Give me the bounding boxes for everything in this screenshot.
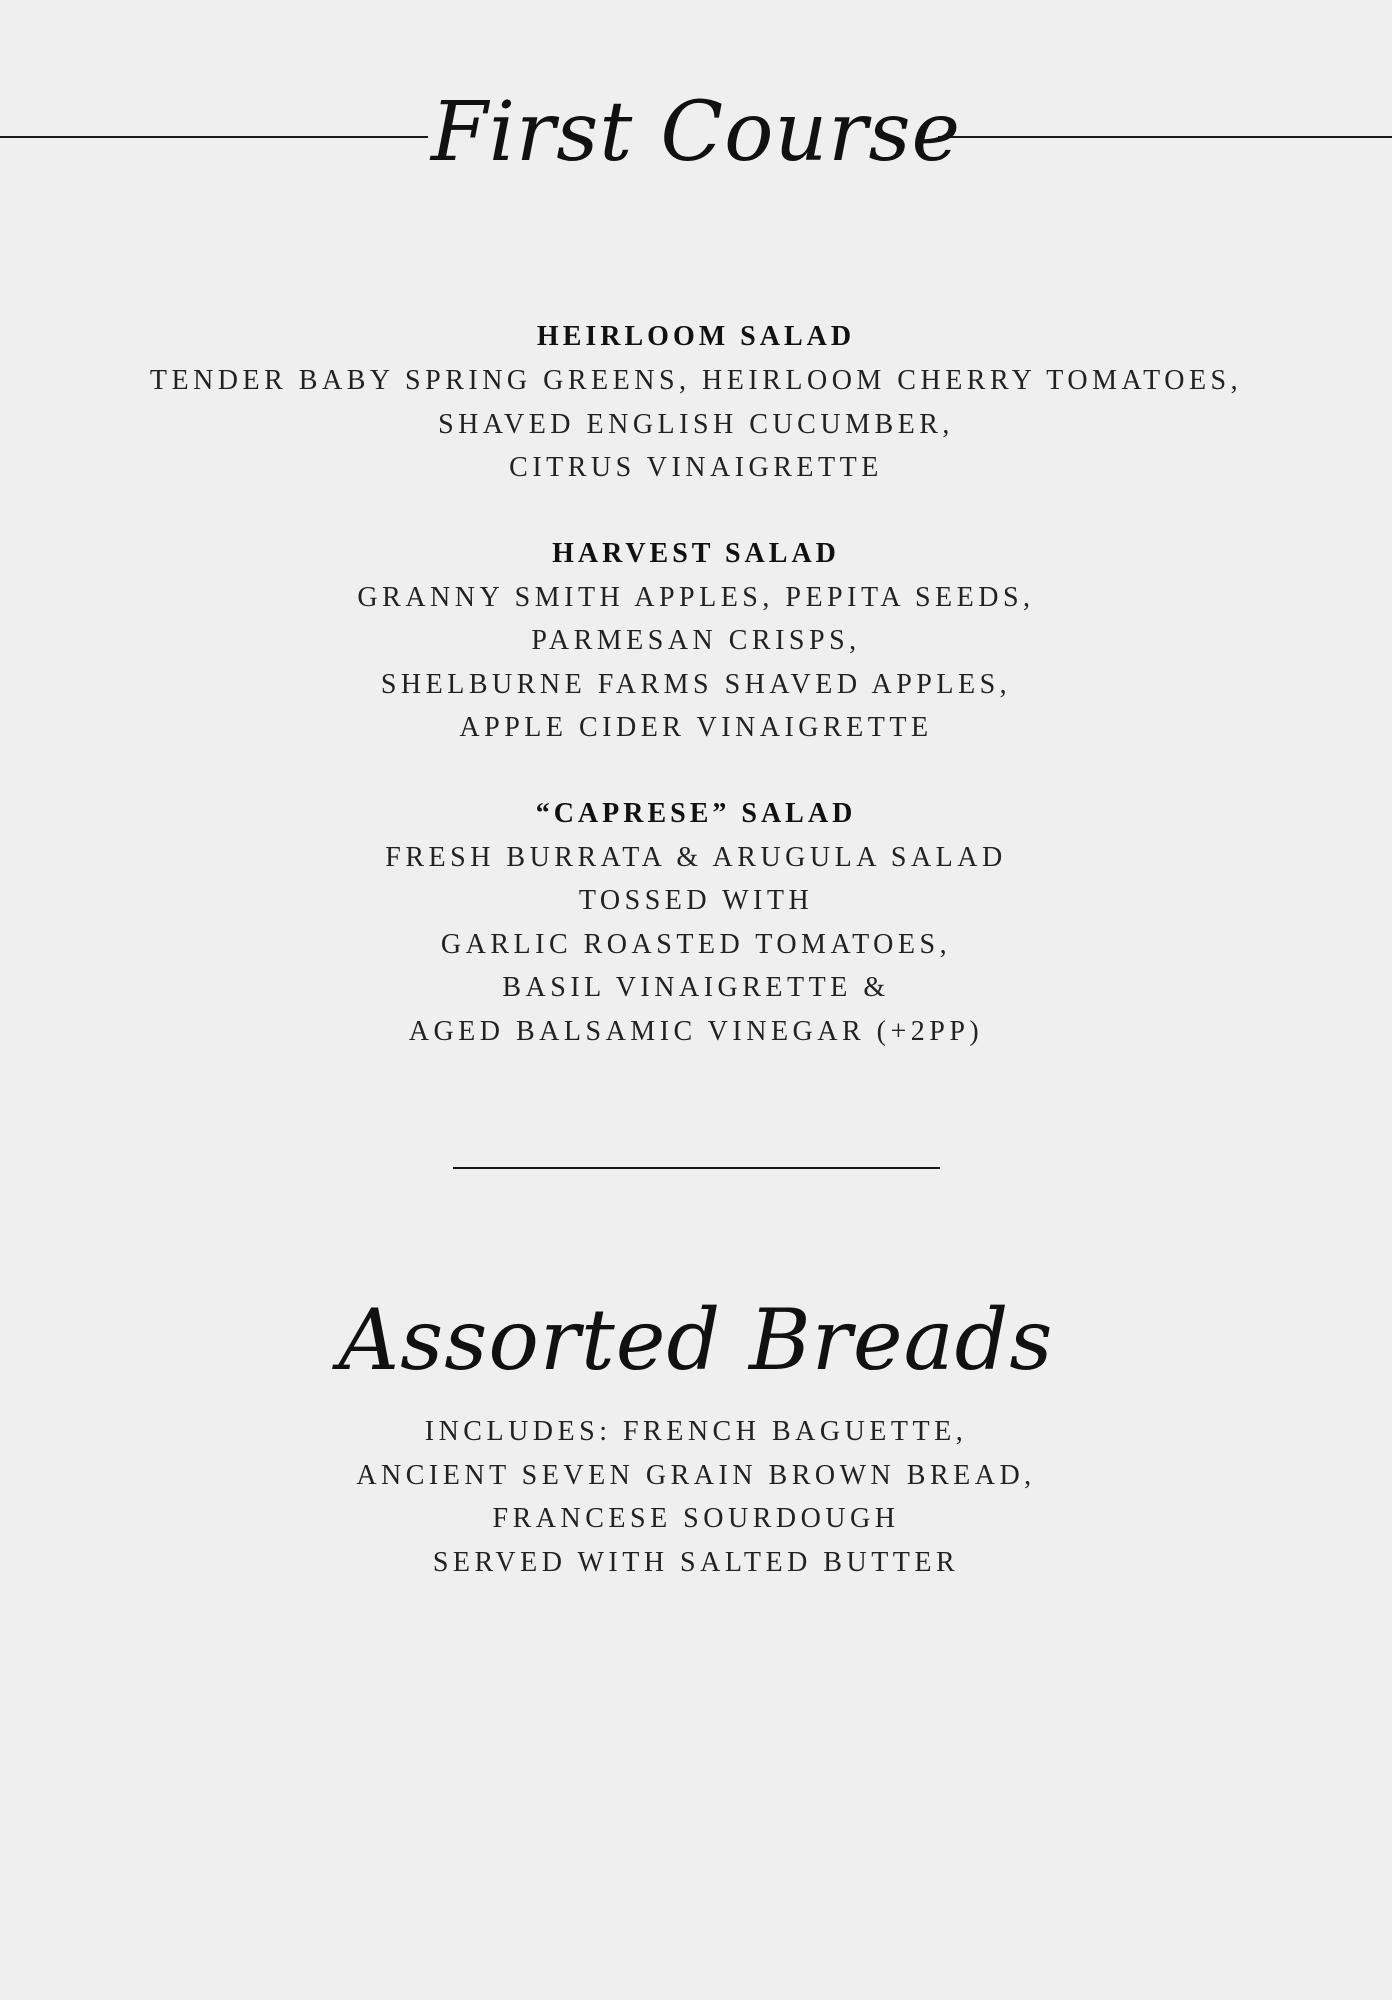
dish-description-line: APPLE CIDER VINAIGRETTE — [459, 712, 933, 743]
breads-description-line: ANCIENT SEVEN GRAIN BROWN BREAD, — [356, 1459, 1036, 1491]
dish-description-line: CITRUS VINAIGRETTE — [509, 452, 883, 483]
breads-description-line: INCLUDES: FRENCH BAGUETTE, — [424, 1416, 968, 1447]
dish-name: “CAPRESE” SALAD — [535, 797, 857, 829]
dish-description-line: AGED BALSAMIC VINEGAR (+2PP) — [408, 1015, 984, 1047]
section-divider — [453, 1167, 940, 1169]
dish-heirloom-salad — [0, 315, 1392, 490]
dish-name: HARVEST SALAD — [552, 537, 840, 569]
dish-description-line: TENDER BABY SPRING GREENS, HEIRLOOM CHERRY TOMATOES, — [149, 365, 1243, 396]
breads-title: Assorted Breads — [338, 1291, 1054, 1389]
dish-description-line: SHAVED ENGLISH CUCUMBER, — [438, 408, 954, 440]
dish-description-line: FRESH BURRATA & ARUGULA SALAD — [385, 841, 1007, 873]
dish-description-line: GRANNY SMITH APPLES, PEPITA SEEDS, — [357, 581, 1035, 613]
dish-description-line: BASIL VINAIGRETTE & — [502, 972, 890, 1003]
dish-name: HEIRLOOM SALAD — [536, 321, 856, 352]
first-course-title: First Course — [430, 85, 962, 180]
dish-caprese-salad — [0, 792, 1392, 1054]
dish-description-line: PARMESAN CRISPS, — [531, 625, 861, 656]
breads-description — [0, 1410, 1392, 1584]
first-course-menu — [0, 315, 1392, 1095]
dish-harvest-salad — [0, 532, 1392, 750]
dish-description-line: SHELBURNE FARMS SHAVED APPLES, — [380, 668, 1012, 700]
dish-description-line: TOSSED WITH — [578, 885, 814, 916]
dish-description-line: GARLIC ROASTED TOMATOES, — [440, 928, 952, 960]
breads-description-line: FRANCESE SOURDOUGH — [492, 1503, 900, 1534]
breads-description-line: SERVED WITH SALTED BUTTER — [432, 1546, 960, 1578]
